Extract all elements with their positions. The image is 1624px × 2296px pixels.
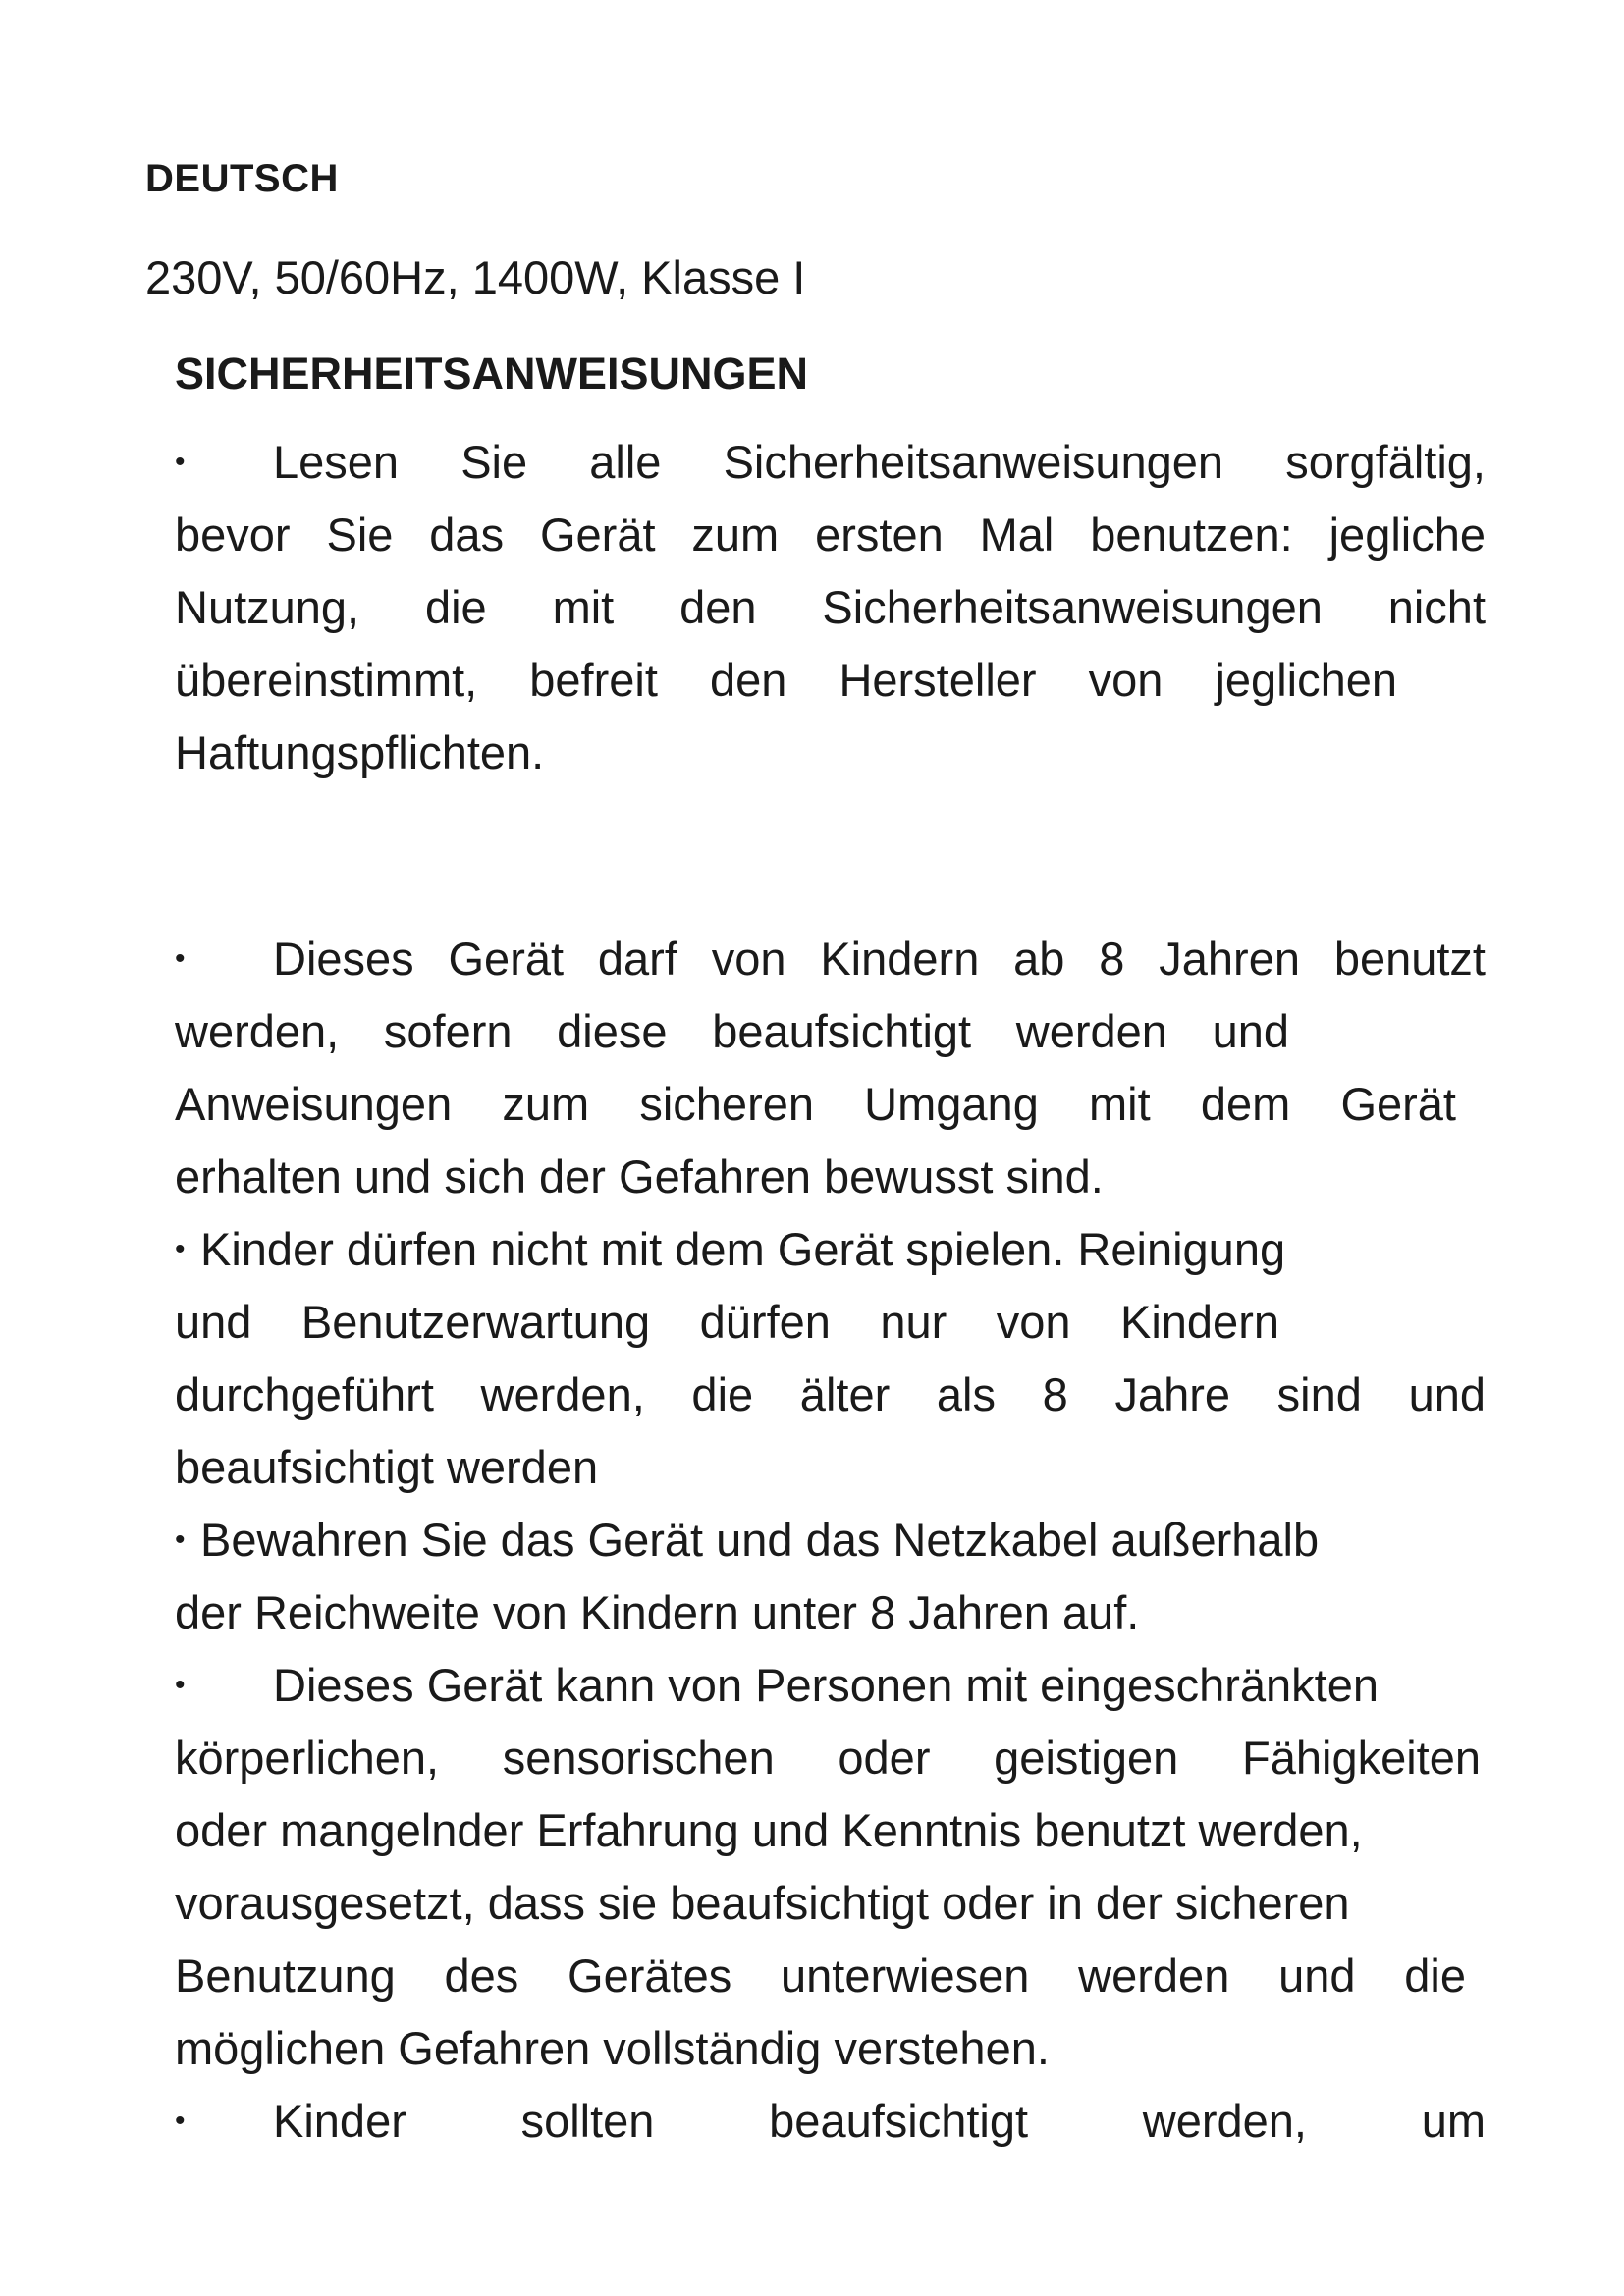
instruction-line: Anweisungen zum sicheren Umgang mit dem Gerät — [175, 1078, 1456, 1130]
instruction-line: Haftungspflichten. — [175, 726, 545, 778]
instruction-line — [175, 1213, 1486, 1286]
instruction-line: und Benutzerwartung dürfen nur von Kindern — [175, 1296, 1279, 1348]
instruction-line — [175, 1649, 1486, 1722]
instruction-line: übereinstimmt, befreit den Hersteller von jeglichen — [175, 654, 1397, 706]
safety-instruction-4 — [175, 1504, 1486, 1649]
instruction-line-text: Kinder sollten beaufsichtigt werden, um — [273, 2095, 1486, 2147]
language-label: DEUTSCH — [145, 157, 339, 200]
instruction-line — [175, 426, 1486, 499]
instruction-line — [175, 1504, 1486, 1576]
electrical-specs: 230V, 50/60Hz, 1400W, Klasse I — [145, 251, 806, 303]
safety-instruction-1 — [175, 426, 1486, 789]
safety-instruction-2 — [175, 923, 1486, 1213]
instruction-line-text: Lesen Sie alle Sicherheitsanweisungen sorgfältig, — [273, 436, 1486, 488]
instruction-line: erhalten und sich der Gefahren bewusst sind. — [175, 1150, 1104, 1202]
bullet-icon: • — [175, 446, 186, 478]
bullet-icon: • — [175, 1523, 186, 1556]
instruction-line-text: Dieses Gerät darf von Kindern ab 8 Jahren benutzt — [273, 933, 1486, 985]
instruction-line: oder mangelnder Erfahrung und Kenntnis benutzt werden, — [175, 1804, 1363, 1856]
safety-instruction-5 — [175, 1649, 1486, 2085]
instruction-line — [175, 923, 1486, 995]
instruction-line — [175, 2085, 1486, 2158]
instruction-line: durchgeführt werden, die älter als 8 Jahre sind und — [175, 1368, 1486, 1420]
bullet-icon: • — [175, 2105, 186, 2137]
instruction-line: werden, sofern diese beaufsichtigt werden und — [175, 1005, 1289, 1057]
bullet-icon: • — [175, 1233, 186, 1265]
section-title: SICHERHEITSANWEISUNGEN — [175, 348, 809, 399]
instruction-line: körperlichen, sensorischen oder geistigen Fähigkeiten — [175, 1732, 1481, 1784]
safety-instruction-6 — [175, 2085, 1486, 2158]
bullet-icon: • — [175, 1669, 186, 1701]
instruction-line-text: Kinder dürfen nicht mit dem Gerät spielen. Reinigung — [200, 1223, 1286, 1275]
instruction-line: der Reichweite von Kindern unter 8 Jahren auf. — [175, 1586, 1140, 1638]
instruction-line-text: Dieses Gerät kann von Personen mit eingeschränkten — [273, 1659, 1380, 1711]
instruction-line-text: Bewahren Sie das Gerät und das Netzkabel außerhalb — [200, 1514, 1320, 1566]
instruction-line: bevor Sie das Gerät zum ersten Mal benutzen: jegliche — [175, 508, 1486, 561]
instruction-line: Nutzung, die mit den Sicherheitsanweisungen nicht — [175, 581, 1486, 633]
instruction-line: Benutzung des Gerätes unterwiesen werden und die — [175, 1949, 1466, 2002]
instruction-line: vorausgesetzt, dass sie beaufsichtigt oder in der sicheren — [175, 1877, 1350, 1929]
instruction-line: möglichen Gefahren vollständig verstehen. — [175, 2022, 1050, 2074]
safety-instruction-3 — [175, 1213, 1486, 1504]
bullet-icon: • — [175, 942, 186, 975]
instruction-line: beaufsichtigt werden — [175, 1441, 599, 1493]
